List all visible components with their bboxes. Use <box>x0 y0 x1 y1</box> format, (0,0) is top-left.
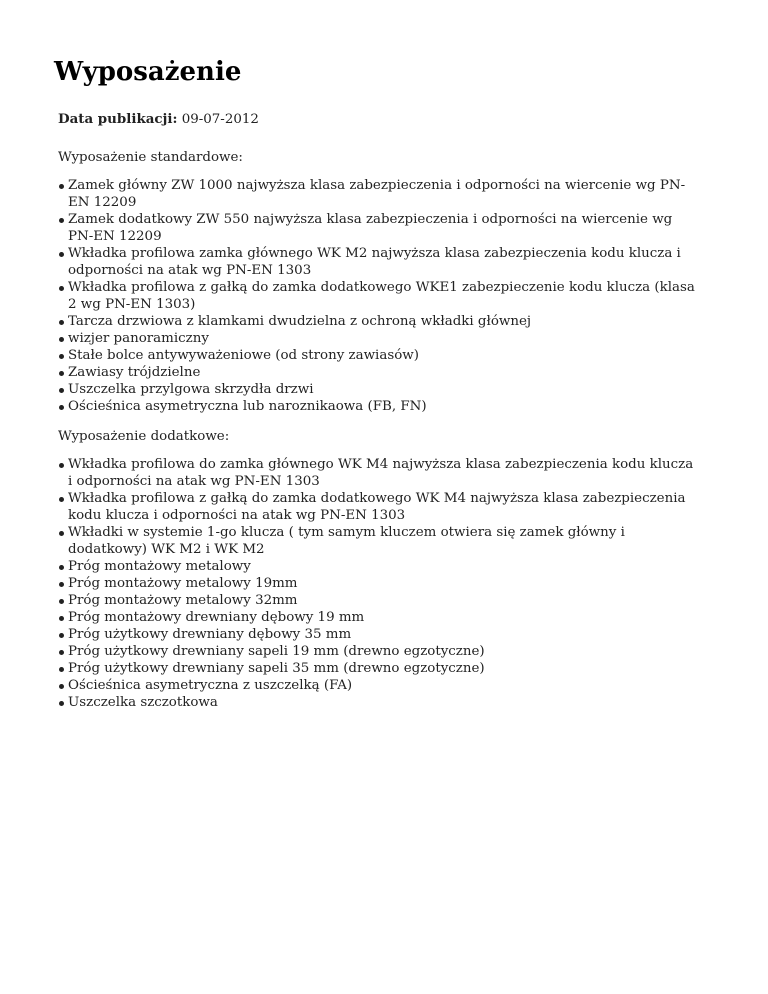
list-item: Zawiasy trójdzielne <box>68 364 698 381</box>
list-item: Wkładka profilowa z gałką do zamka dodatkowego WKE1 zabezpieczenie kodu klucza (klasa 2 wg PN-EN 1303) <box>68 279 698 313</box>
standard-equipment-list <box>58 177 698 415</box>
publication-label: Data publikacji: <box>58 111 178 127</box>
list-item: Wkładka profilowa do zamka głównego WK M4 najwyższa klasa zabezpieczenia kodu klucza i odporności na atak wg PN-EN 1303 <box>68 456 698 490</box>
list-item: Próg montażowy metalowy 32mm <box>68 592 698 609</box>
list-item: Wkładka profilowa zamka głównego WK M2 najwyższa klasa zabezpieczenia kodu klucza i odporności na atak wg PN-EN 1303 <box>68 245 698 279</box>
publication-info <box>58 111 698 128</box>
list-item: Tarcza drzwiowa z klamkami dwudzielna z ochroną wkładki głównej <box>68 313 698 330</box>
list-item: Próg montażowy metalowy 19mm <box>68 575 698 592</box>
list-item: Zamek dodatkowy ZW 550 najwyższa klasa zabezpieczenia i odporności na wiercenie wg PN-EN 12209 <box>68 211 698 245</box>
list-item: Próg montażowy drewniany dębowy 19 mm <box>68 609 698 626</box>
list-item: Uszczelka szczotkowa <box>68 694 698 711</box>
list-item: Zamek główny ZW 1000 najwyższa klasa zabezpieczenia i odporności na wiercenie wg PN-EN 12209 <box>68 177 698 211</box>
list-item: Ościeśnica asymetryczna lub naroznikaowa (FB, FN) <box>68 398 698 415</box>
list-item: wizjer panoramiczny <box>68 330 698 347</box>
standard-equipment-heading: Wyposażenie standardowe: <box>58 150 243 165</box>
list-item: Stałe bolce antywyważeniowe (od strony zawiasów) <box>68 347 698 364</box>
list-item: Próg użytkowy drewniany sapeli 19 mm (drewno egzotyczne) <box>68 643 698 660</box>
list-item: Próg użytkowy drewniany sapeli 35 mm (drewno egzotyczne) <box>68 660 698 677</box>
additional-equipment-list <box>58 456 698 711</box>
page-title: Wyposażenie <box>54 57 242 87</box>
list-item: Ościeśnica asymetryczna z uszczelką (FA) <box>68 677 698 694</box>
list-item: Próg użytkowy drewniany dębowy 35 mm <box>68 626 698 643</box>
list-item: Uszczelka przylgowa skrzydła drzwi <box>68 381 698 398</box>
publication-date: 09-07-2012 <box>181 112 259 127</box>
list-item: Próg montażowy metalowy <box>68 558 698 575</box>
list-item: Wkładka profilowa z gałką do zamka dodatkowego WK M4 najwyższa klasa zabezpieczenia kodu klucza i odporności na atak wg PN-EN 1303 <box>68 490 698 524</box>
additional-equipment-heading: Wyposażenie dodatkowe: <box>58 429 230 444</box>
list-item: Wkładki w systemie 1-go klucza ( tym samym kluczem otwiera się zamek główny i dodatkowy) WK M2 i WK M2 <box>68 524 698 558</box>
